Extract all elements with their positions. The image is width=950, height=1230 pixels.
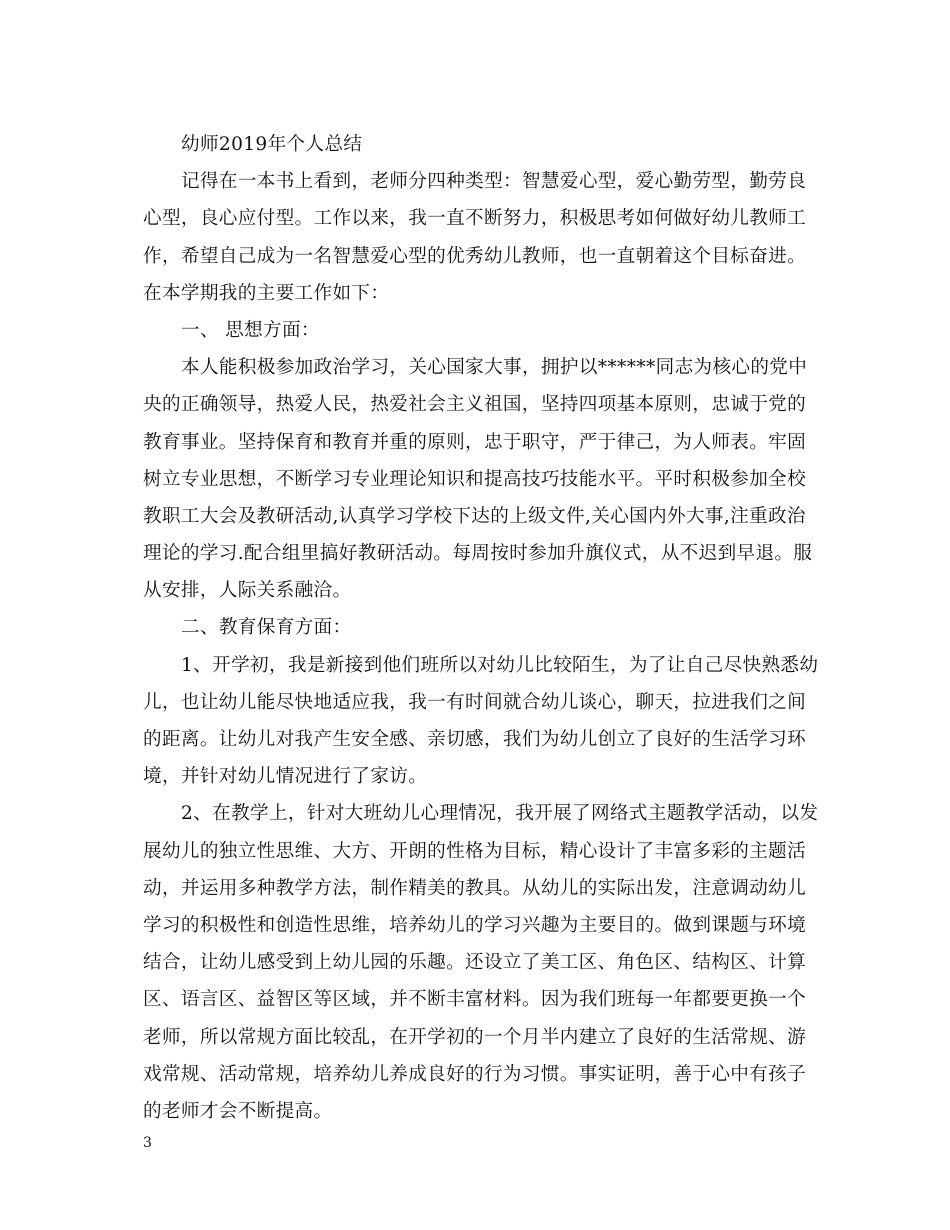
text-line: 学习的积极性和创造性思维，培养幼儿的学习兴趣为主要目的。做到课题与环境 [143,914,807,936]
text-line: 在本学期我的主要工作如下： [143,282,390,304]
text-line: 展幼儿的独立性思维、大方、开朗的性格为目标，精心设计了丰富多彩的主题活 [143,840,807,862]
text-line: 二、教育保育方面： [181,617,352,639]
text-line: 的距离。让幼儿对我产生安全感、亲切感，我们为幼儿创立了良好的生活学习环 [143,729,807,750]
text-line: 央的正确领导，热爱人民，热爱社会主义祖国，坚持四项基本原则，忠诚于党的 [143,394,807,416]
text-line: 的老师才会不断提高。 [143,1100,333,1122]
text-line: 教职工大会及教研活动,认真学习学校下达的上级文件,关心国内外大事,注重政治 [143,505,806,527]
text-line: 2、在教学上，针对大班幼儿心理情况，我开展了网络式主题教学活动，以发 [181,803,819,825]
text-line: 理论的学习.配合组里搞好教研活动。每周按时参加升旗仪式，从不迟到早退。服 [143,543,813,565]
text-line: 从安排，人际关系融洽。 [143,580,352,602]
document-title: 幼师2019年个人总结 [181,134,363,155]
text-line: 境，并针对幼儿情况进行了家访。 [143,766,428,788]
text-line: 老师，所以常规方面比较乱，在开学初的一个月半内建立了良好的生活常规、游 [143,1026,807,1048]
page-number: 3 [143,1135,152,1151]
document-body [143,126,819,1130]
text-line: 记得在一本书上看到，老师分四种类型：智慧爱心型，爱心勤劳型，勤劳良 [181,171,807,193]
text-line: 一、 思想方面： [181,319,320,341]
text-line: 本人能积极参加政治学习，关心国家大事，拥护以******同志为核心的党中 [181,357,808,379]
text-line: 动，并运用多种教学方法，制作精美的教具。从幼儿的实际出发，注意调动幼儿 [143,877,807,899]
text-line: 心型，良心应付型。工作以来，我一直不断努力，积极思考如何做好幼儿教师工 [143,208,807,230]
text-line: 树立专业思想，不断学习专业理论知识和提高技巧技能水平。平时积极参加全校 [143,468,807,490]
text-line: 1、开学初，我是新接到他们班所以对幼儿比较陌生，为了让自己尽快熟悉幼 [181,654,819,676]
text-line: 结合，让幼儿感受到上幼儿园的乐趣。还设立了美工区、角色区、结构区、计算 [143,952,807,974]
text-line: 儿，也让幼儿能尽快地适应我，我一有时间就合幼儿谈心，聊天，拉进我们之间 [143,691,807,713]
text-line: 区、语言区、益智区等区域，并不断丰富材料。因为我们班每一年都要更换一个 [143,989,807,1011]
text-line: 作，希望自己成为一名智慧爱心型的优秀幼儿教师，也一直朝着这个目标奋进。 [143,245,807,267]
text-line: 教育事业。坚持保育和教育并重的原则，忠于职守，严于律己，为人师表。牢固 [143,431,807,453]
text-line: 戏常规、活动常规，培养幼儿养成良好的行为习惯。事实证明，善于心中有孩子 [143,1063,807,1085]
